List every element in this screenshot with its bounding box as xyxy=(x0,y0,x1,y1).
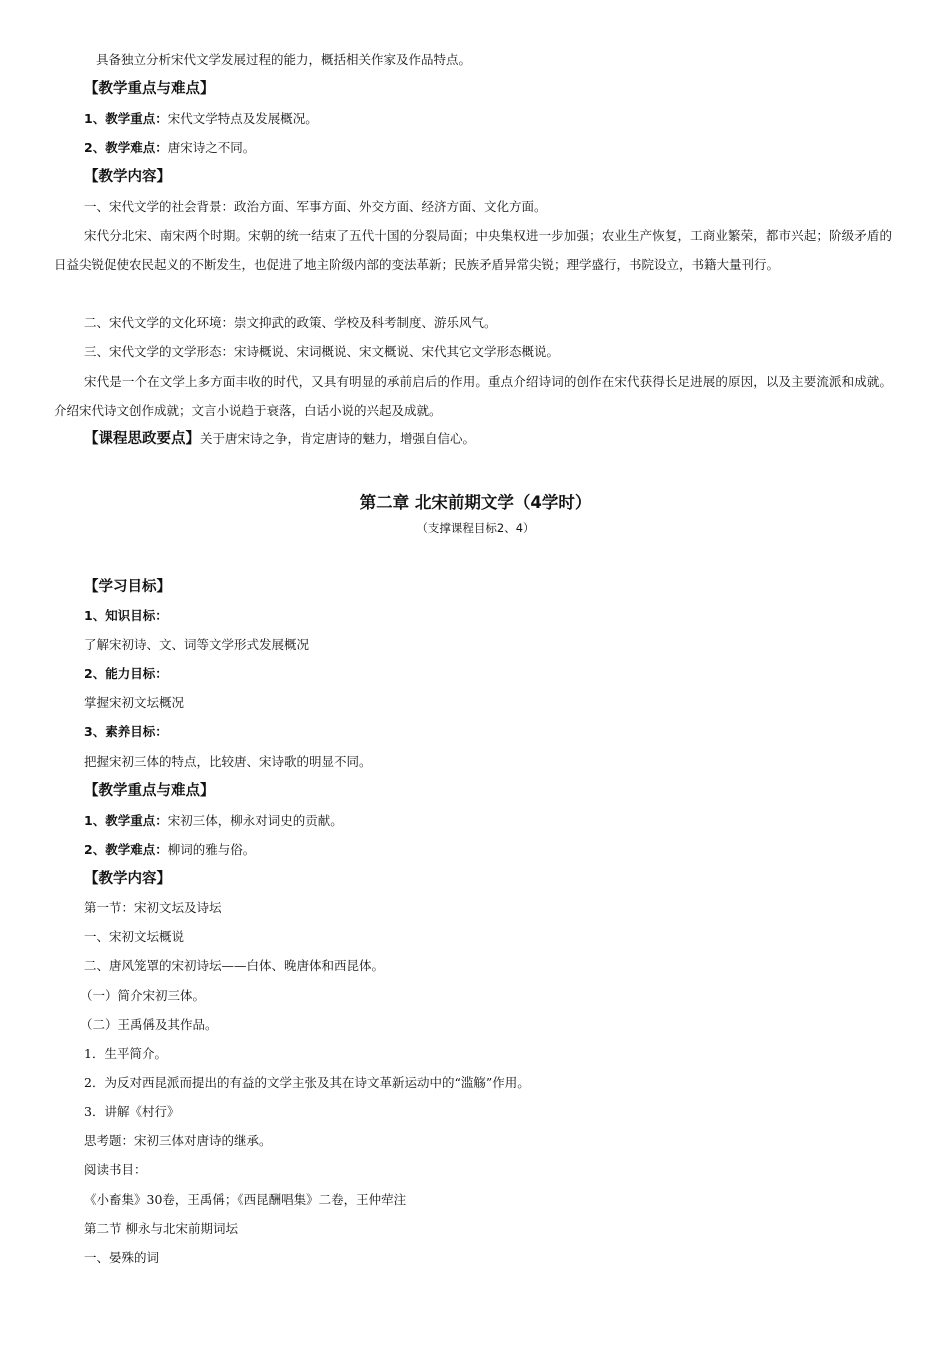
content-line: 3．讲解《村行》 xyxy=(84,1104,180,1119)
content-line: 阅读书目： xyxy=(84,1162,147,1177)
difficulty-label: 2、教学难点： xyxy=(84,140,168,155)
goal-label: 2、能力目标： xyxy=(84,666,168,681)
key-point-label: 1、教学重点： xyxy=(84,111,168,126)
ideology-line xyxy=(84,429,475,449)
learning-goals-heading: 【学习目标】 xyxy=(84,579,171,595)
difficulty-text: 唐宋诗之不同。 xyxy=(167,140,256,155)
key-point-line xyxy=(84,811,343,831)
content-line: 思考题：宋初三体对唐诗的继承。 xyxy=(84,1133,272,1148)
content-line: （一）简介宋初三体。 xyxy=(80,988,206,1003)
key-point-label: 1、教学重点： xyxy=(84,813,168,828)
content-line: 2．为反对西昆派而提出的有益的文学主张及其在诗文革新运动中的“滥觞”作用。 xyxy=(84,1075,530,1090)
goal-text: 掌握宋初文坛概况 xyxy=(84,695,185,710)
difficulty-label: 2、教学难点： xyxy=(84,842,168,857)
chapter-subtitle: （支撑课程目标2、4） xyxy=(416,521,535,535)
content-paragraph: 宋代是一个在文学上多方面丰收的时代，又具有明显的承前启后的作用。重点介绍诗词的创作在宋代获得长足进展的原因，以及主要流派和成就。介绍宋代诗文创作成就；文言小说趋于衰落，白话小说的兴起及成就。 xyxy=(54,374,892,418)
teaching-content-heading: 【教学内容】 xyxy=(84,169,171,185)
content-paragraph: 三、宋代文学的文学形态：宋诗概说、宋词概说、宋文概说、宋代其它文学形态概说。 xyxy=(84,344,560,359)
content-line: 1．生平简介。 xyxy=(84,1046,167,1061)
ideology-heading: 【课程思政要点】 xyxy=(84,431,200,447)
content-paragraph: 宋代分北宋、南宋两个时期。宋朝的统一结束了五代十国的分裂局面；中央集权进一步加强；农业生产恢复，工商业繁荣，都市兴起；阶级矛盾的日益尖锐促使农民起义的不断发生，也促进了地主阶级内部的变法革新；民族矛盾异常尖锐；理学盛行，书院设立，书籍大量刊行。 xyxy=(54,228,892,272)
content-line: 二、唐风笼罩的宋初诗坛——白体、晚唐体和西昆体。 xyxy=(84,958,385,973)
key-points-heading: 【教学重点与难点】 xyxy=(84,81,215,97)
key-point-text: 宋初三体，柳永对词史的贡献。 xyxy=(167,813,343,828)
goal-label: 3、素养目标： xyxy=(84,724,168,739)
key-point-line xyxy=(84,109,318,129)
content-paragraph: 二、宋代文学的文化环境：崇文抑武的政策、学校及科考制度、游乐风气。 xyxy=(84,315,497,330)
difficulty-line xyxy=(84,840,255,860)
content-line: （二）王禹偁及其作品。 xyxy=(80,1017,218,1032)
goal-text: 把握宋初三体的特点，比较唐、宋诗歌的明显不同。 xyxy=(84,754,372,769)
difficulty-text: 柳词的雅与俗。 xyxy=(167,842,256,857)
content-line: 一、晏殊的词 xyxy=(84,1250,160,1265)
ideology-text: 关于唐宋诗之争，肯定唐诗的魅力，增强自信心。 xyxy=(200,431,476,446)
difficulty-line xyxy=(84,138,255,158)
goal-text: 了解宋初诗、文、词等文学形式发展概况 xyxy=(84,637,310,652)
content-line: 一、宋初文坛概说 xyxy=(84,929,185,944)
key-points-heading: 【教学重点与难点】 xyxy=(84,783,215,799)
chapter-title: 第二章 北宋前期文学（4学时） xyxy=(359,493,592,512)
teaching-content-heading: 【教学内容】 xyxy=(84,871,171,887)
content-line: 第二节 柳永与北宋前期词坛 xyxy=(84,1221,238,1236)
key-point-text: 宋代文学特点及发展概况。 xyxy=(167,111,318,126)
content-paragraph: 一、宋代文学的社会背景：政治方面、军事方面、外交方面、经济方面、文化方面。 xyxy=(84,199,547,214)
content-line: 《小畜集》30卷，王禹偁；《西昆酬唱集》二卷，王仲荦注 xyxy=(84,1192,407,1207)
ability-goal-text: 具备独立分析宋代文学发展过程的能力，概括相关作家及作品特点。 xyxy=(96,52,472,67)
content-line: 第一节：宋初文坛及诗坛 xyxy=(84,900,222,915)
goal-label: 1、知识目标： xyxy=(84,608,168,623)
